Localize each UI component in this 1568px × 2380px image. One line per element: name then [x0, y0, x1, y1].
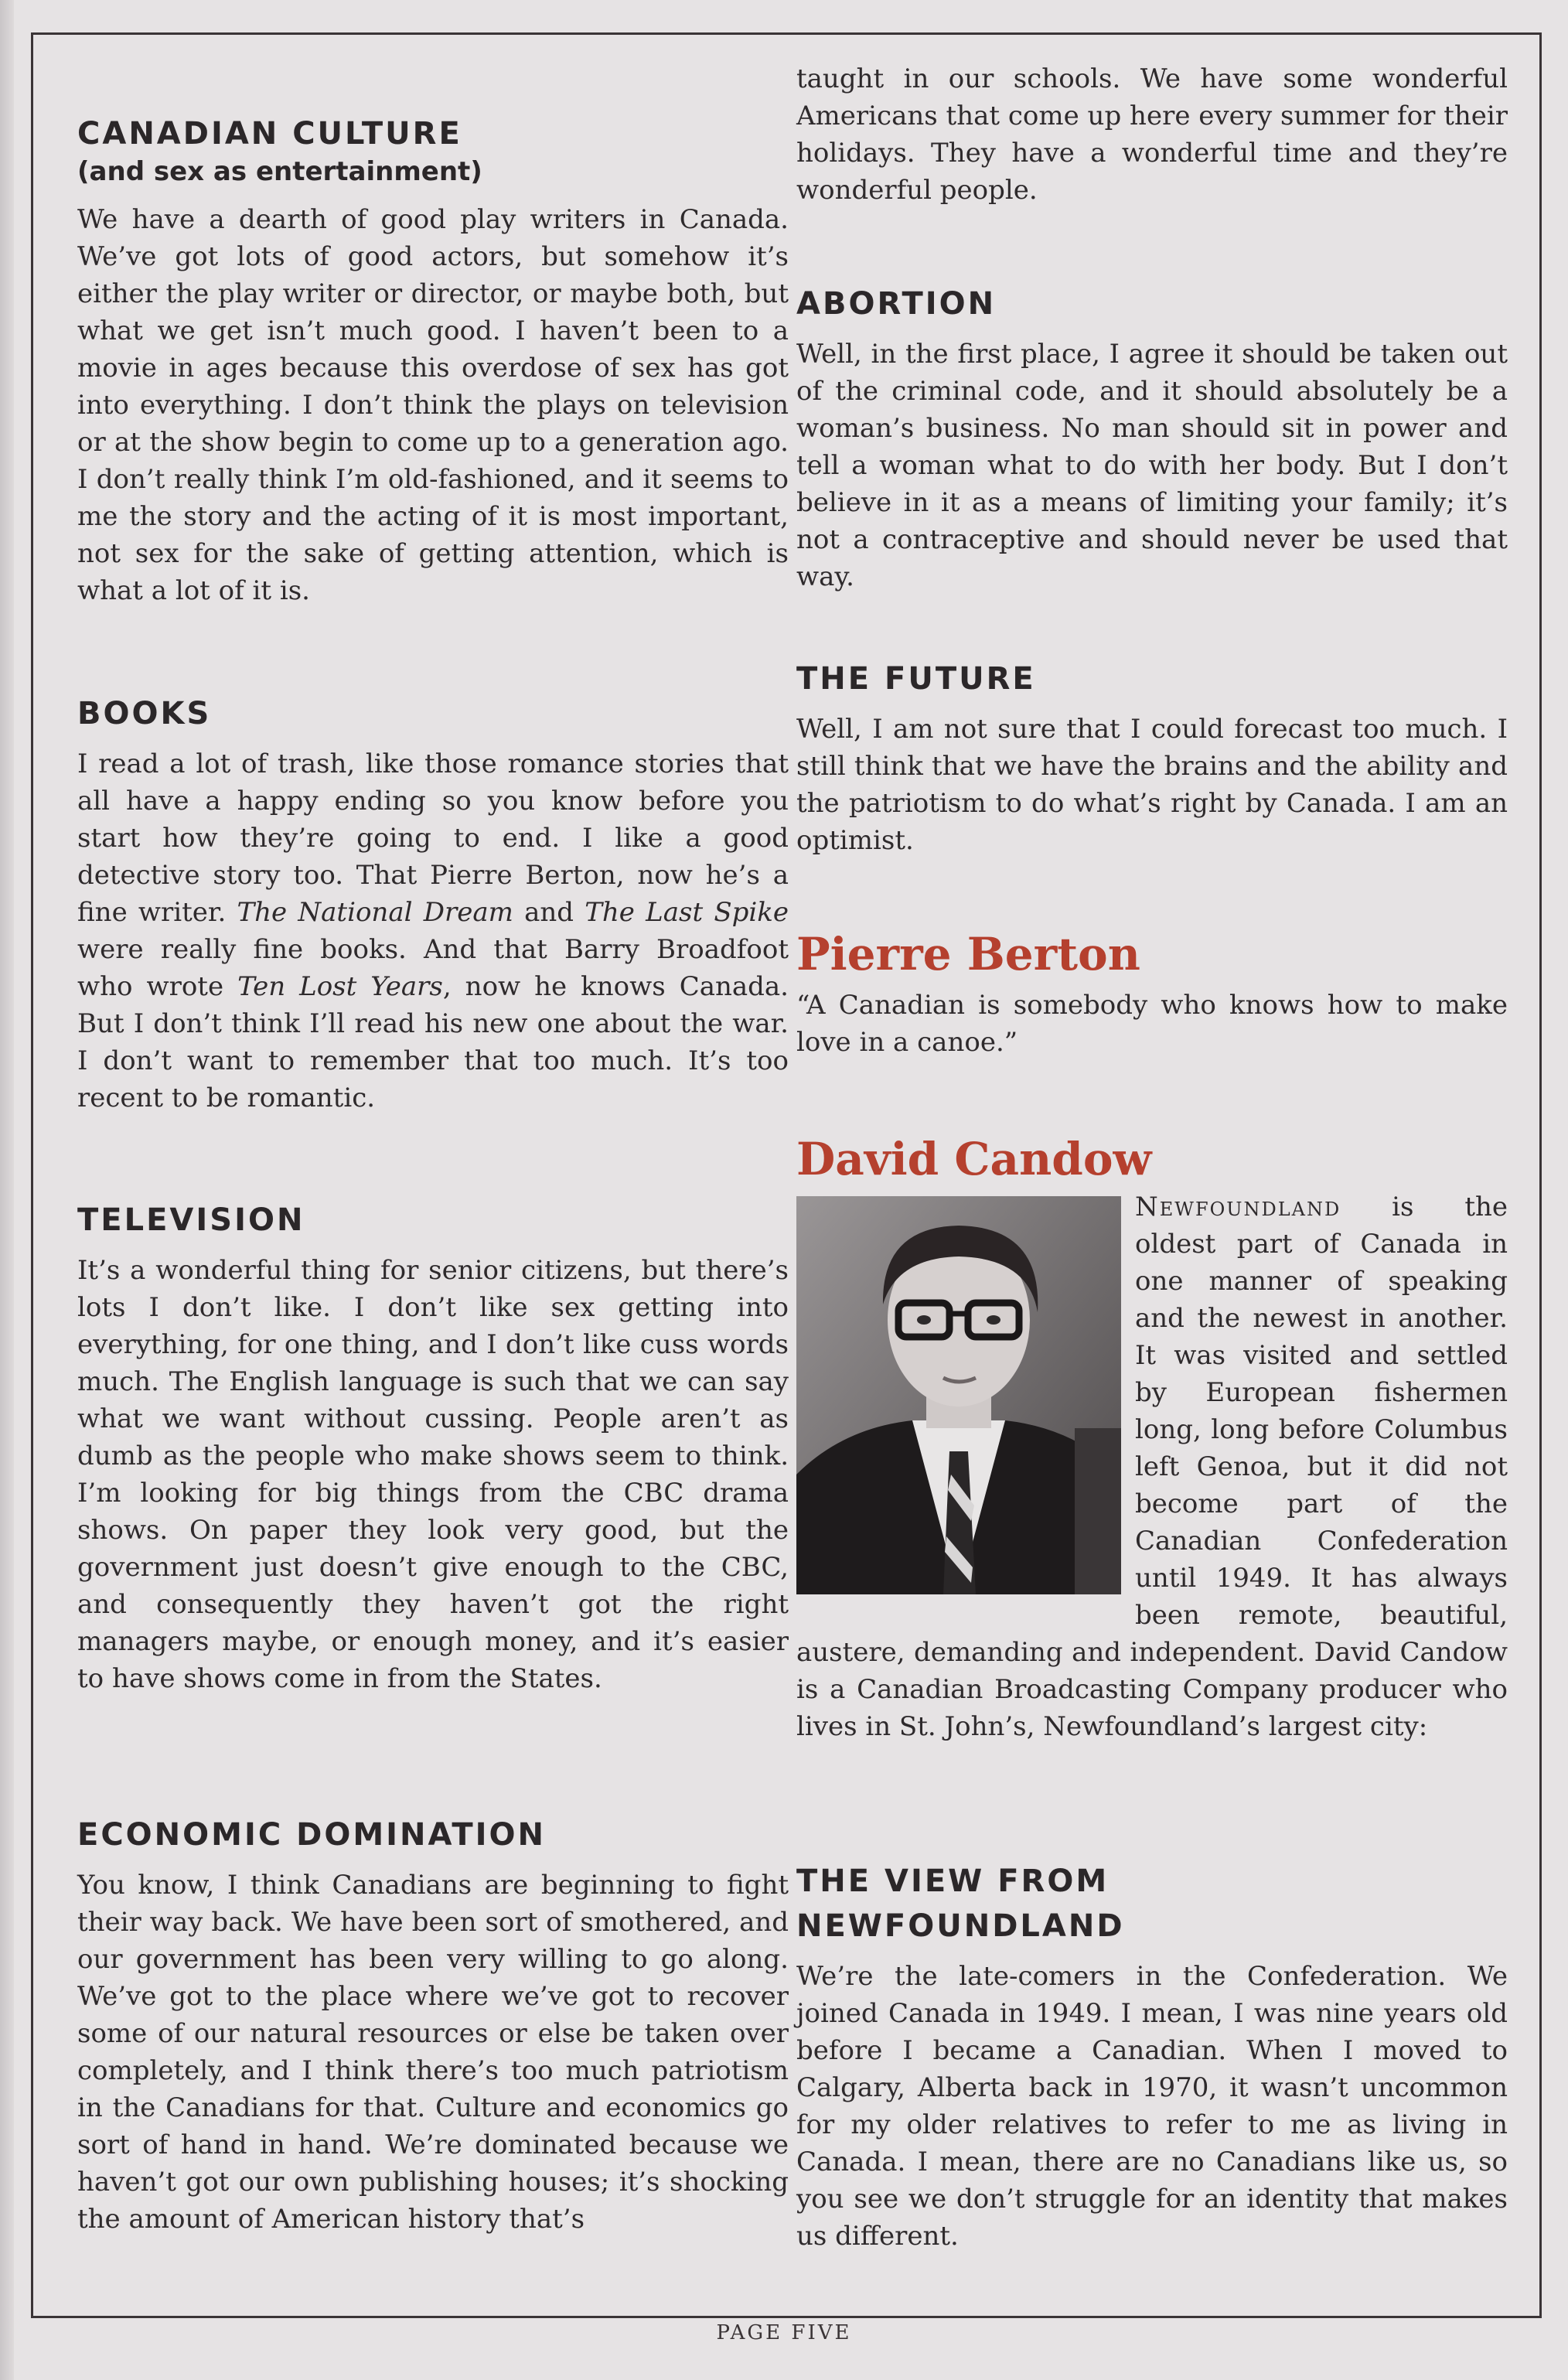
section-heading-line-1: THE VIEW FROM: [796, 1863, 1110, 1899]
section-canadian-culture: [77, 116, 789, 609]
books-text-part: , now he knows Canada. But I don’t think I’ll read his new one about the war. I don’t want to remember that too much. It’s too recent to be romantic.: [77, 971, 789, 1113]
books-text-part: and: [513, 897, 585, 928]
page-binding-edge: [0, 0, 14, 2380]
books-text-part: were really fine books. And that Barry Broadfoot who wrote: [77, 934, 789, 1002]
book-title-ten-lost-years: Ten Lost Years: [237, 971, 443, 1002]
section-body: We’re the late-comers in the Confederation. We joined Canada in 1949. I mean, I was nine years old before I became a Canadian. When I moved to Calgary, Alberta back in 1970, it wasn’t uncommon for my older relatives to refer to me as living in Canada. I mean, there are no Canadians like us, so you see we don’t struggle for an identity that makes us different.: [796, 1961, 1508, 2252]
section-body: [77, 745, 789, 1117]
continued-text: taught in our schools. We have some wonderful Americans that come up here every summer for their holidays. They have a wonderful time and they’re wonderful people.: [796, 63, 1508, 206]
section-television: [77, 1202, 789, 1697]
candow-intro-text: is the oldest part of Canada in one manner of speaking and the newest in another. It was visited and settled by European fishermen long, long before Columbus left Genoa, but it did not become part of the Canadian Confederation until 1949. It has always been remote, beautiful, austere, demanding and independent. David Candow is a Canadian Broadcasting Company producer who lives in St. John’s, Newfoundland’s largest city:: [796, 1192, 1508, 1742]
section-body: We have a dearth of good play writers in Canada. We’ve got lots of good actors, but somehow it’s either the play writer or director, or maybe both, but what we get isn’t much good. I haven’t been to a movie in ages because this overdose of sex has got into everything. I don’t think the plays on television or at the show begin to come up to a generation ago. I don’t really think I’m old-fashioned, and it seems to me the story and the acting of it is most important, not sex for the sake of getting attention, which is what a lot of it is.: [77, 204, 789, 606]
section-body: Well, in the first place, I agree it should be taken out of the criminal code, and it should absolutely be a woman’s business. No man should sit in power and tell a woman what to do with her body. But I don’t believe in it as a means of limiting your family; it’s not a contraceptive and should never be used that way.: [796, 339, 1508, 592]
section-heading: CANADIAN CULTURE: [77, 116, 462, 152]
section-heading: THE FUTURE: [796, 661, 1036, 697]
section-pierre-berton: [796, 928, 1508, 1061]
portrait-photo: [796, 1196, 1121, 1594]
section-body: Well, I am not sure that I could forecast too much. I still think that we have the brains and the ability and the patriotism to do what’s right by Canada. I am an optimist.: [796, 714, 1508, 856]
book-title-last-spike: The Last Spike: [585, 897, 789, 928]
person-name: David Candow: [796, 1133, 1152, 1185]
section-heading-line-2: NEWFOUNDLAND: [796, 1908, 1125, 1944]
section-heading: ECONOMIC DOMINATION: [77, 1817, 547, 1853]
books-text-part: I read a lot of trash, like those romance stories that all have a happy ending so you know before you start how they’re going to end. I like a good detective story too. That Pierre Berton, now he’s a fine writer.: [77, 748, 789, 928]
section-continuation: [796, 60, 1508, 209]
berton-quote: “A Canadian is somebody who knows how to make love in a canoe.”: [796, 990, 1508, 1058]
section-view-from-newfoundland: [796, 1863, 1508, 2255]
section-abortion: [796, 286, 1508, 595]
lead-word: Newfoundland: [1135, 1192, 1341, 1222]
section-heading: ABORTION: [796, 286, 997, 322]
section-body: You know, I think Canadians are beginning to fight their way back. We have been sort of smothered, and our government has been very willing to go along. We’ve got to the place where we’ve got to recover some of our natural resources or else be taken over completely, and I think there’s too much patriotism in the Canadians for that. Culture and economics go sort of hand in hand. We’re dominated because we haven’t got our own publishing houses; it’s shocking the amount of American history that’s: [77, 1870, 789, 2235]
section-body: It’s a wonderful thing for senior citizens, but there’s lots I don’t like. I don’t like sex getting into everything, for one thing, and I don’t like cuss words much. The English language is such that we can say what we want without cussing. People aren’t as dumb as the people who make shows seem to think. I’m looking for big things from the CBC drama shows. On paper they look very good, but the government just doesn’t give enough to the CBC, and consequently they haven’t got the right managers maybe, or enough money, and it’s easier to have shows come in from the States.: [77, 1255, 789, 1694]
section-heading: TELEVISION: [77, 1202, 305, 1238]
section-the-future: [796, 661, 1508, 859]
section-economic-domination: [77, 1817, 789, 2238]
section-books: [77, 696, 789, 1117]
section-heading: BOOKS: [77, 696, 212, 731]
section-david-candow: [796, 1133, 1508, 1745]
candow-intro: [796, 1188, 1508, 1745]
book-title-national-dream: The National Dream: [237, 897, 513, 928]
person-name: Pierre Berton: [796, 928, 1140, 980]
section-subheading: (and sex as entertainment): [77, 156, 482, 187]
page-number: PAGE FIVE: [716, 2321, 852, 2344]
